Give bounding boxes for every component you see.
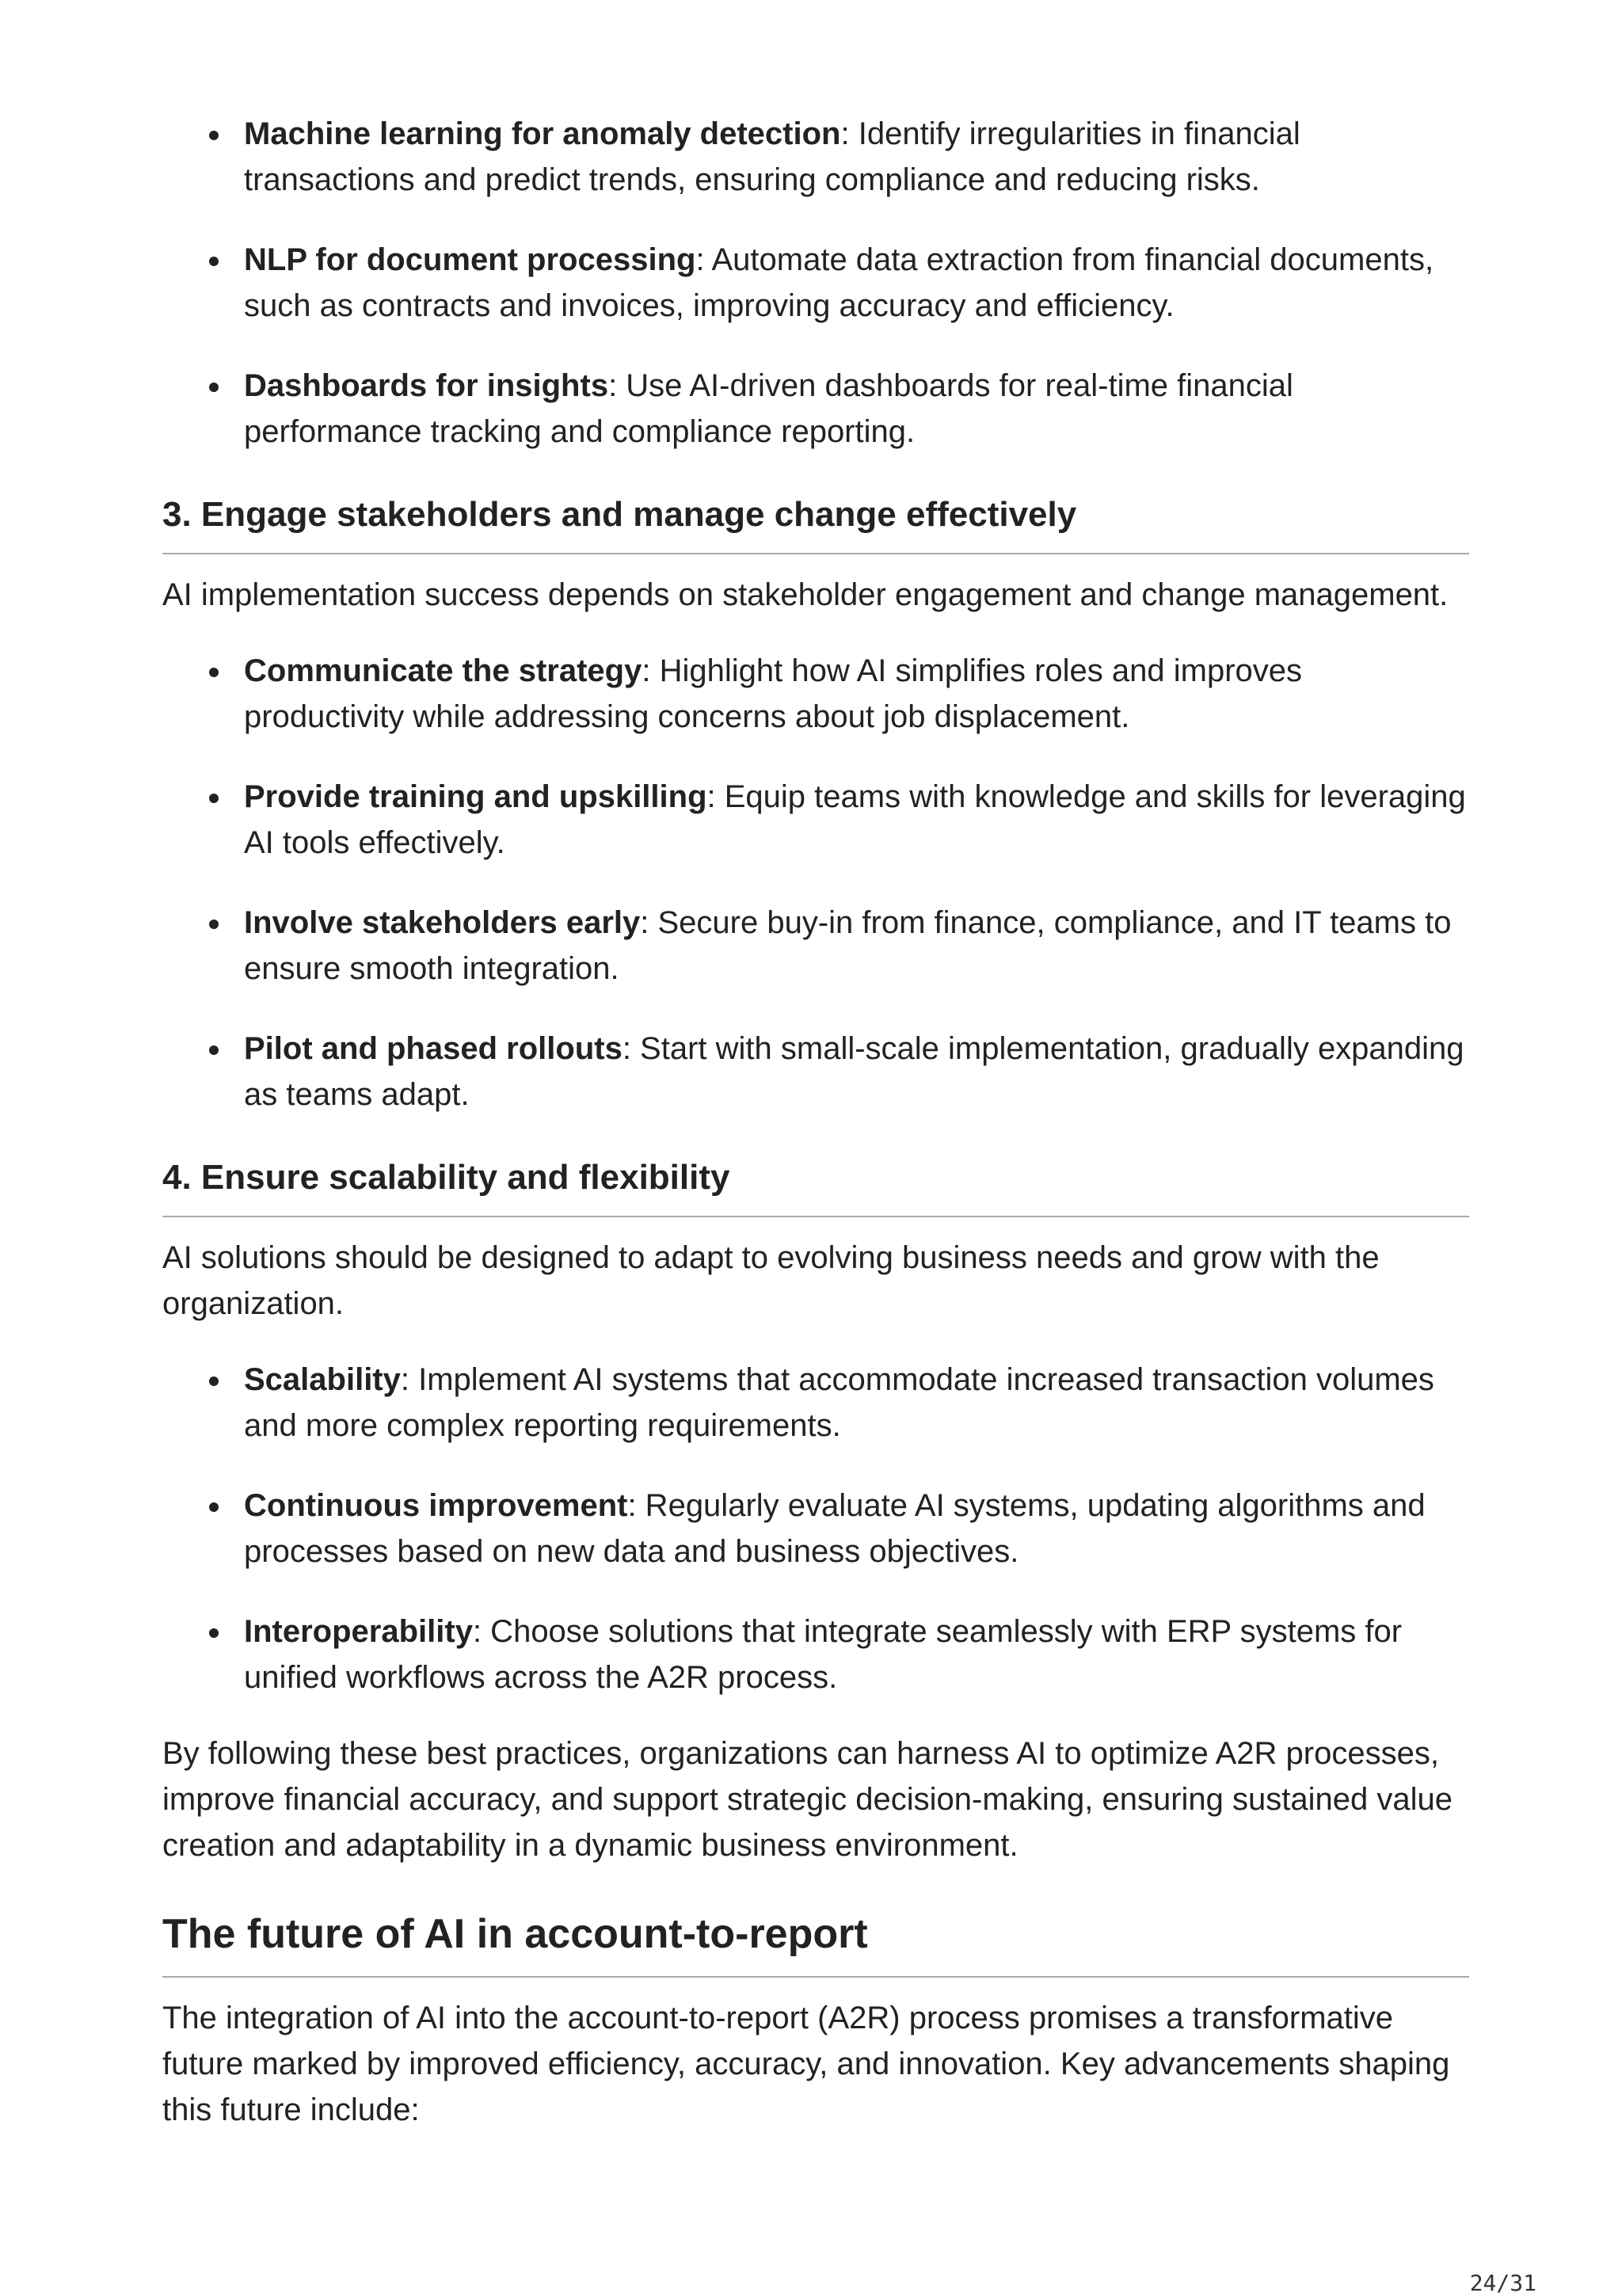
list-item	[162, 1609, 1469, 1700]
list-item	[162, 363, 1469, 455]
list-item-text: : Secure buy-in from finance, compliance, and IT teams to ensure smooth integration.	[244, 905, 1452, 986]
list-item-term: Continuous improvement	[244, 1488, 628, 1523]
section-4-list	[162, 1357, 1469, 1700]
list-item-term: Involve stakeholders early	[244, 905, 641, 940]
section-4-conclusion: By following these best practices, organizations can harness AI to optimize A2R processes, improve financial accuracy, and support strategic decision-making, ensuring sustained value creation and adaptability in a dynamic business environment.	[162, 1736, 1453, 1863]
list-item-text: : Regularly evaluate AI systems, updating algorithms and processes based on new data and business objectives.	[244, 1488, 1426, 1569]
list-item-term: Machine learning for anomaly detection	[244, 116, 841, 151]
document-page	[162, 111, 1469, 2133]
list-item-text: : Highlight how AI simplifies roles and improves productivity while addressing concerns about job displacement.	[244, 653, 1303, 734]
ai-tools-list	[162, 111, 1469, 455]
list-item	[162, 237, 1469, 329]
list-item-term: Scalability	[244, 1362, 401, 1397]
list-item-text: : Implement AI systems that accommodate increased transaction volumes and more complex reporting requirements.	[244, 1362, 1434, 1443]
list-item-term: Pilot and phased rollouts	[244, 1031, 623, 1066]
list-item	[162, 774, 1469, 866]
section-3-heading: 3. Engage stakeholders and manage change effectively	[162, 494, 1469, 554]
section-4-intro: AI solutions should be designed to adapt to evolving business needs and grow with the organization.	[162, 1240, 1380, 1321]
list-item-term: Interoperability	[244, 1614, 473, 1649]
list-item-text: : Use AI-driven dashboards for real-time financial performance tracking and compliance reporting.	[244, 368, 1293, 449]
list-item-term: Dashboards for insights	[244, 368, 609, 403]
list-item-term: Provide training and upskilling	[244, 779, 707, 814]
list-item-text: : Choose solutions that integrate seamlessly with ERP systems for unified workflows across the A2R process.	[244, 1614, 1403, 1695]
list-item	[162, 1357, 1469, 1449]
section-4-heading: 4. Ensure scalability and flexibility	[162, 1157, 1469, 1217]
list-item	[162, 111, 1469, 203]
list-item-text: : Automate data extraction from financial documents, such as contracts and invoices, improving accuracy and efficiency.	[244, 242, 1434, 323]
section-3-intro: AI implementation success depends on stakeholder engagement and change management.	[162, 577, 1449, 612]
list-item	[162, 1026, 1469, 1118]
list-item-term: Communicate the strategy	[244, 653, 642, 688]
list-item-text: : Start with small-scale implementation, gradually expanding as teams adapt.	[244, 1031, 1464, 1112]
list-item-text: : Equip teams with knowledge and skills for leveraging AI tools effectively.	[244, 779, 1466, 860]
list-item	[162, 648, 1469, 740]
future-heading: The future of AI in account-to-report	[162, 1910, 1469, 1978]
list-item	[162, 900, 1469, 992]
list-item-text: : Identify irregularities in financial transactions and predict trends, ensuring compliance and reducing risks.	[244, 116, 1300, 197]
page-number: 24/31	[1469, 2270, 1536, 2296]
list-item-term: NLP for document processing	[244, 242, 696, 277]
section-3-list	[162, 648, 1469, 1118]
list-item	[162, 1483, 1469, 1574]
future-intro: The integration of AI into the account-to-report (A2R) process promises a transformative future marked by improved efficiency, accuracy, and innovation. Key advancements shaping this future include:	[162, 2001, 1450, 2127]
